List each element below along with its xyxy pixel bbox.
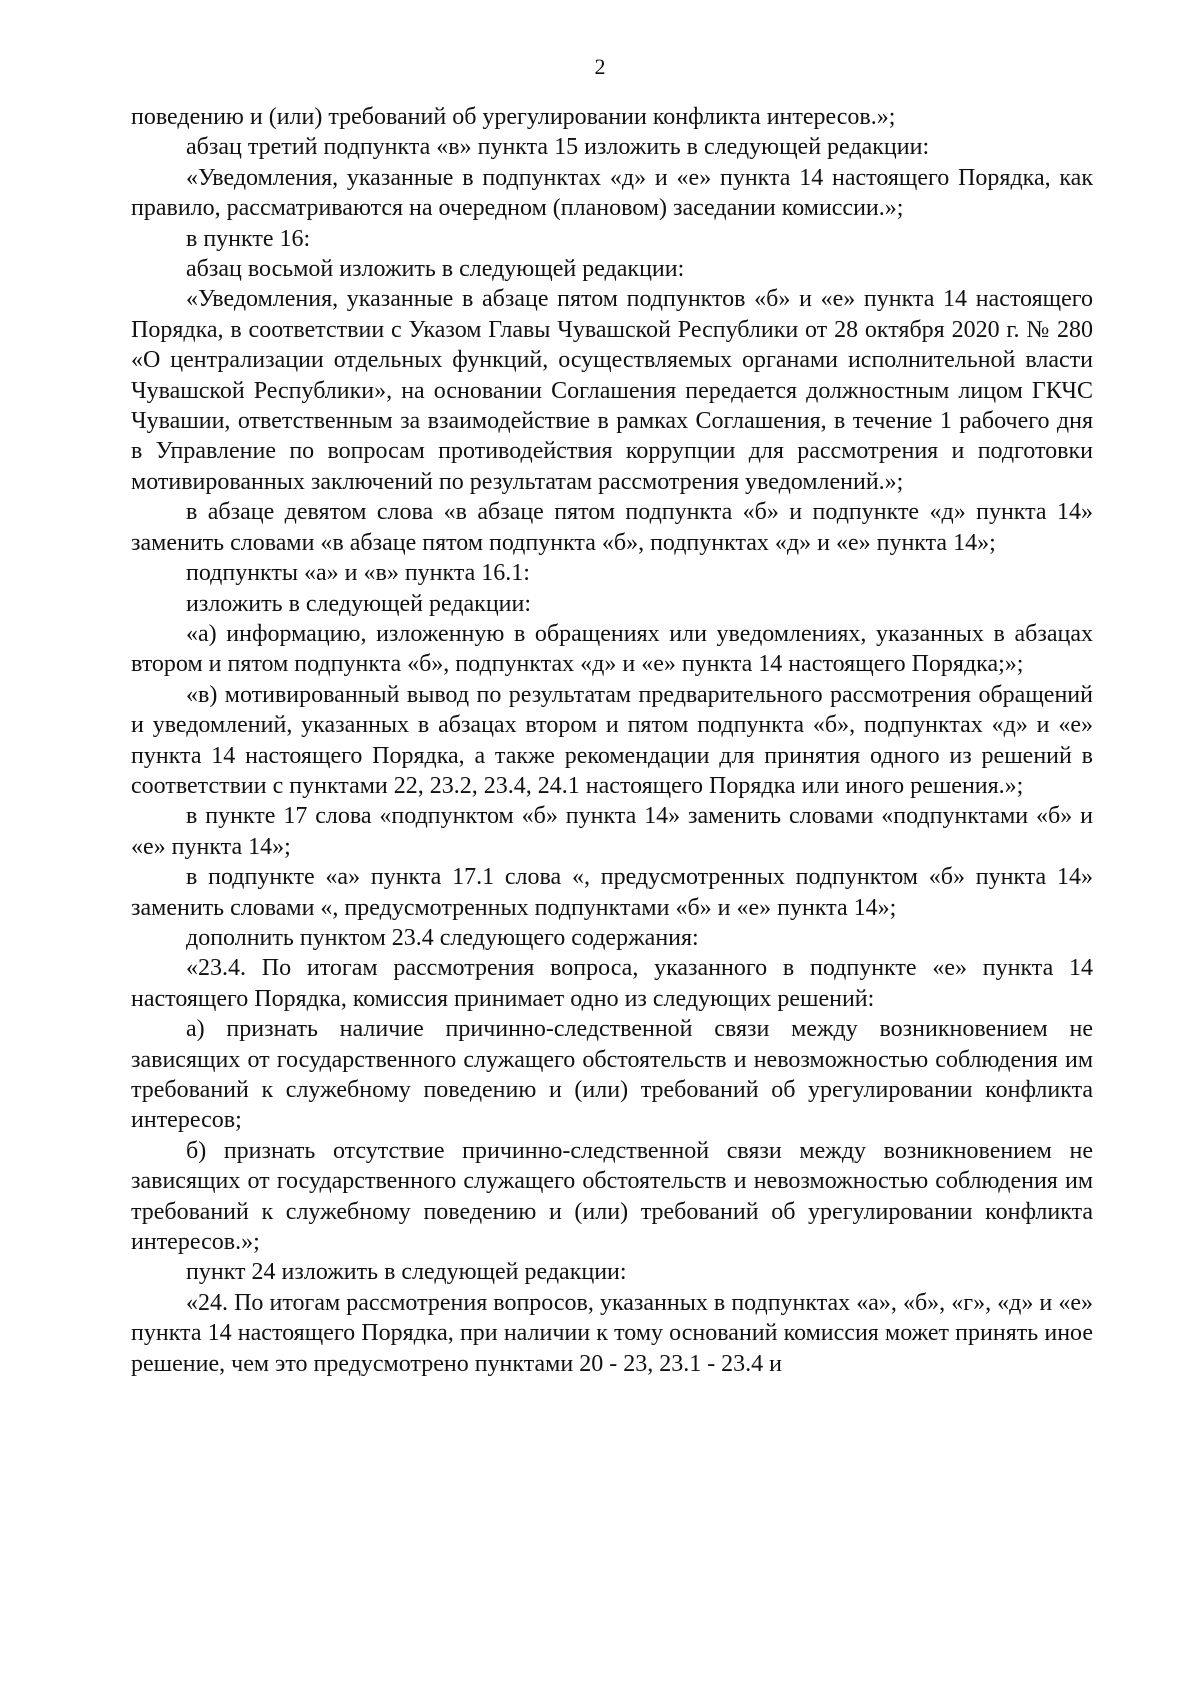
paragraph: абзац восьмой изложить в следующей редакции:	[186, 256, 685, 283]
paragraph: пункт 24 изложить в следующей редакции:	[186, 1259, 627, 1286]
paragraph: а) признать наличие причинно-следственной связи между возникновением не зависящих от государственного служащего обстоятельств и невозможностью соблюдения им требований к служебному поведению и (или) требований об урегулировании конфликта интересов;	[131, 1016, 1093, 1134]
document-body	[131, 102, 1093, 1379]
paragraph: «а) информацию, изложенную в обращениях или уведомлениях, указанных в абзацах втором и пятом подпункта «б», подпунктах «д» и «е» пункта 14 настоящего Порядка;»;	[131, 620, 1093, 678]
paragraph: дополнить пунктом 23.4 следующего содержания:	[186, 924, 699, 951]
paragraph: «Уведомления, указанные в подпунктах «д» и «е» пункта 14 настоящего Порядка, как правило, рассматриваются на очередном (плановом) заседании комиссии.»;	[131, 164, 1093, 222]
paragraph: поведению и (или) требований об урегулировании конфликта интересов.»;	[131, 104, 896, 130]
paragraph: «23.4. По итогам рассмотрения вопроса, указанного в подпункте «е» пункта 14 настоящего Порядка, комиссия принимает одно из следующих решений:	[131, 955, 1093, 1012]
paragraph: в абзаце девятом слова «в абзаце пятом подпункта «б» и подпункте «д» пункта 14» заменить словами «в абзаце пятом подпункта «б», подпунктах «д» и «е» пункта 14»;	[131, 499, 1093, 556]
paragraph: в подпункте «а» пункта 17.1 слова «, предусмотренных подпунктом «б» пункта 14» заменить словами «, предусмотренных подпунктами «б» и «е» пункта 14»;	[131, 864, 1093, 921]
paragraph: изложить в следующей редакции:	[186, 590, 532, 617]
paragraph: в пункте 16:	[186, 225, 311, 252]
paragraph: «в) мотивированный вывод по результатам предварительного рассмотрения обращений и уведомлений, указанных в абзацах втором и пятом подпункта «б», подпунктах «д» и «е» пункта 14 настоящего Порядка, а также рекомендации для принятия одного из решений в соответствии с пунктами 22, 23.2, 23.4, 24.1 настоящего Порядка или иного решения.»;	[131, 681, 1093, 799]
paragraph: б) признать отсутствие причинно-следственной связи между возникновением не зависящих от государственного служащего обстоятельств и невозможностью соблюдения им требований к служебному поведению и (или) требований об урегулировании конфликта интересов.»;	[131, 1137, 1093, 1256]
paragraph: в пункте 17 слова «подпунктом «б» пункта 14» заменить словами «подпунктами «б» и «е» пункта 14»;	[131, 803, 1093, 860]
paragraph: абзац третий подпункта «в» пункта 15 изложить в следующей редакции:	[186, 134, 930, 161]
page-number: 2	[594, 54, 606, 79]
paragraph: «Уведомления, указанные в абзаце пятом подпунктов «б» и «е» пункта 14 настоящего Порядка, в соответствии с Указом Главы Чувашской Республики от 28 октября 2020 г. № 280 «О централизации отдельных функций, осуществляемых органами исполнительной власти Чувашской Республики», на основании Соглашения передается должностным лицом ГКЧС Чувашии, ответственным за взаимодействие в рамках Соглашения, в течение 1 рабочего дня в Управление по вопросам противодействия коррупции для рассмотрения и подготовки мотивированных заключений по результатам рассмотрения уведомлений.»;	[131, 286, 1093, 495]
paragraph: «24. По итогам рассмотрения вопросов, указанных в подпунктах «а», «б», «г», «д» и «е» пункта 14 настоящего Порядка, при наличии к тому оснований комиссия может принять иное решение, чем это предусмотрено пунктами 20 - 23, 23.1 - 23.4 и	[131, 1289, 1093, 1377]
paragraph: подпункты «а» и «в» пункта 16.1:	[186, 560, 530, 587]
